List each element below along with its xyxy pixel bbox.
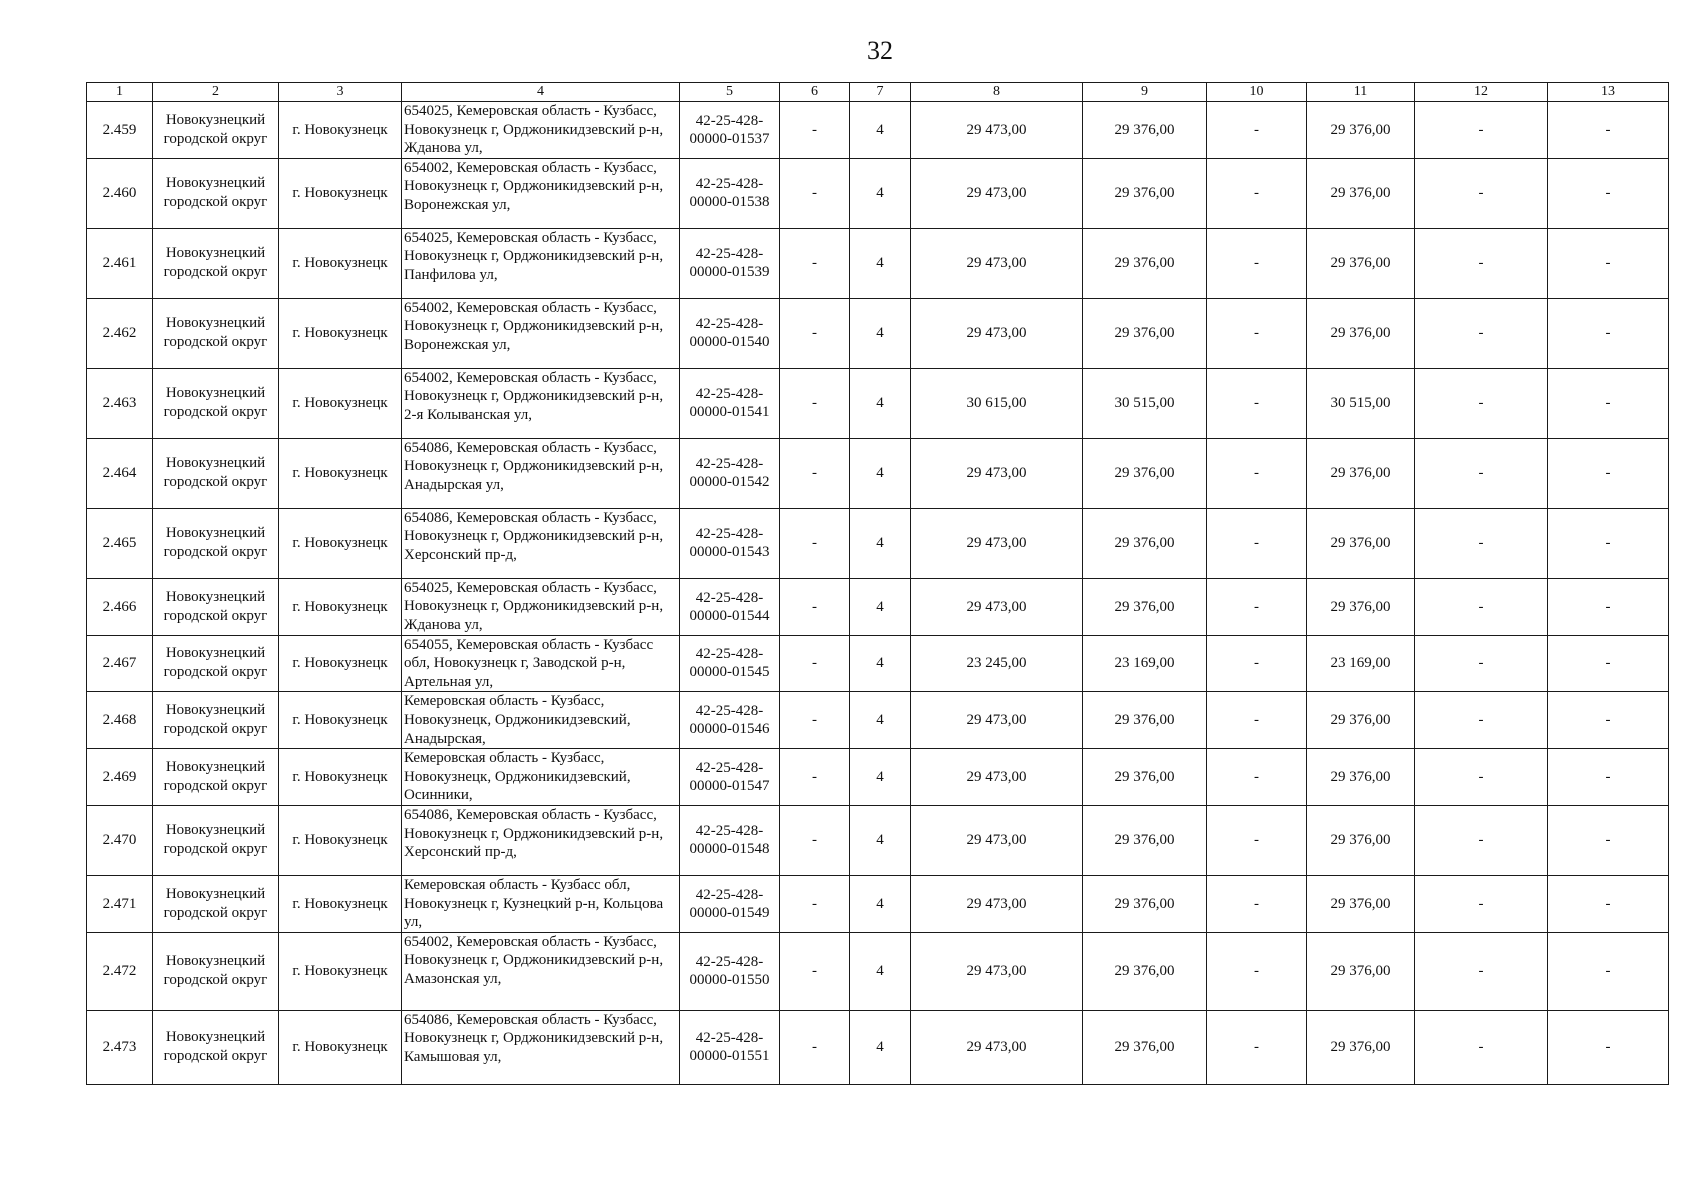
settlement-cell: г. Новокузнецк: [279, 805, 402, 875]
column-6-cell: -: [780, 875, 850, 932]
column-8-amount-cell: 29 473,00: [911, 438, 1083, 508]
column-7-cell: 4: [850, 932, 911, 1010]
column-12-cell: -: [1415, 368, 1548, 438]
object-code-cell: 42-25-428-00000-01550: [680, 932, 780, 1010]
column-number-row: [87, 83, 1669, 102]
column-7-cell: 4: [850, 749, 911, 806]
address-cell: 654002, Кемеровская область - Кузбасс, Новокузнецк г, Орджоникидзевский р-н, Воронежская ул,: [402, 298, 680, 368]
address-cell: 654086, Кемеровская область - Кузбасс, Новокузнецк г, Орджоникидзевский р-н, Камышовая ул,: [402, 1010, 680, 1084]
column-12-cell: -: [1415, 805, 1548, 875]
column-13-cell: -: [1548, 368, 1669, 438]
column-6-cell: -: [780, 749, 850, 806]
object-code-cell: 42-25-428-00000-01540: [680, 298, 780, 368]
row-number-cell: 2.464: [87, 438, 153, 508]
column-12-cell: -: [1415, 932, 1548, 1010]
object-code-cell: 42-25-428-00000-01545: [680, 635, 780, 692]
row-number-cell: 2.470: [87, 805, 153, 875]
column-8-amount-cell: 29 473,00: [911, 749, 1083, 806]
column-12-cell: -: [1415, 578, 1548, 635]
column-7-cell: 4: [850, 508, 911, 578]
municipality-cell: Новокузнецкий городской округ: [153, 298, 279, 368]
row-number-cell: 2.473: [87, 1010, 153, 1084]
column-11-amount-cell: 29 376,00: [1307, 298, 1415, 368]
column-6-cell: -: [780, 1010, 850, 1084]
column-12-cell: -: [1415, 635, 1548, 692]
settlement-cell: г. Новокузнецк: [279, 692, 402, 749]
column-9-amount-cell: 29 376,00: [1083, 158, 1207, 228]
row-number-cell: 2.462: [87, 298, 153, 368]
row-number-cell: 2.461: [87, 228, 153, 298]
column-10-cell: -: [1207, 1010, 1307, 1084]
column-header: 13: [1548, 83, 1669, 102]
settlement-cell: г. Новокузнецк: [279, 749, 402, 806]
column-header: 4: [402, 83, 680, 102]
municipality-cell: Новокузнецкий городской округ: [153, 749, 279, 806]
column-header: 7: [850, 83, 911, 102]
column-10-cell: -: [1207, 932, 1307, 1010]
column-6-cell: -: [780, 102, 850, 159]
column-6-cell: -: [780, 298, 850, 368]
object-code-cell: 42-25-428-00000-01546: [680, 692, 780, 749]
address-cell: 654055, Кемеровская область - Кузбасс обл, Новокузнецк г, Заводской р-н, Артельная ул,: [402, 635, 680, 692]
column-header: 2: [153, 83, 279, 102]
column-10-cell: -: [1207, 692, 1307, 749]
column-8-amount-cell: 29 473,00: [911, 1010, 1083, 1084]
column-11-amount-cell: 29 376,00: [1307, 749, 1415, 806]
column-13-cell: -: [1548, 158, 1669, 228]
municipality-cell: Новокузнецкий городской округ: [153, 875, 279, 932]
column-11-amount-cell: 29 376,00: [1307, 875, 1415, 932]
registry-body: [87, 102, 1669, 1085]
column-8-amount-cell: 29 473,00: [911, 932, 1083, 1010]
table-row: [87, 298, 1669, 368]
page-number: 32: [867, 36, 893, 65]
column-6-cell: -: [780, 228, 850, 298]
column-10-cell: -: [1207, 508, 1307, 578]
table-row: [87, 692, 1669, 749]
row-number-cell: 2.472: [87, 932, 153, 1010]
column-9-amount-cell: 29 376,00: [1083, 692, 1207, 749]
column-11-amount-cell: 29 376,00: [1307, 932, 1415, 1010]
municipality-cell: Новокузнецкий городской округ: [153, 438, 279, 508]
address-cell: 654002, Кемеровская область - Кузбасс, Новокузнецк г, Орджоникидзевский р-н, 2-я Колыванская ул,: [402, 368, 680, 438]
column-6-cell: -: [780, 158, 850, 228]
column-10-cell: -: [1207, 228, 1307, 298]
column-11-amount-cell: 29 376,00: [1307, 158, 1415, 228]
column-11-amount-cell: 29 376,00: [1307, 1010, 1415, 1084]
municipality-cell: Новокузнецкий городской округ: [153, 932, 279, 1010]
column-13-cell: -: [1548, 298, 1669, 368]
column-6-cell: -: [780, 578, 850, 635]
column-9-amount-cell: 29 376,00: [1083, 508, 1207, 578]
column-11-amount-cell: 29 376,00: [1307, 508, 1415, 578]
column-10-cell: -: [1207, 749, 1307, 806]
row-number-cell: 2.465: [87, 508, 153, 578]
column-6-cell: -: [780, 438, 850, 508]
column-13-cell: -: [1548, 508, 1669, 578]
column-7-cell: 4: [850, 578, 911, 635]
municipality-cell: Новокузнецкий городской округ: [153, 692, 279, 749]
column-7-cell: 4: [850, 368, 911, 438]
column-10-cell: -: [1207, 578, 1307, 635]
table-row: [87, 932, 1669, 1010]
column-11-amount-cell: 29 376,00: [1307, 692, 1415, 749]
column-7-cell: 4: [850, 228, 911, 298]
settlement-cell: г. Новокузнецк: [279, 368, 402, 438]
column-12-cell: -: [1415, 298, 1548, 368]
municipality-cell: Новокузнецкий городской округ: [153, 368, 279, 438]
column-header: 11: [1307, 83, 1415, 102]
object-code-cell: 42-25-428-00000-01549: [680, 875, 780, 932]
column-13-cell: -: [1548, 102, 1669, 159]
column-13-cell: -: [1548, 932, 1669, 1010]
column-12-cell: -: [1415, 875, 1548, 932]
column-10-cell: -: [1207, 158, 1307, 228]
settlement-cell: г. Новокузнецк: [279, 228, 402, 298]
column-9-amount-cell: 29 376,00: [1083, 1010, 1207, 1084]
column-6-cell: -: [780, 692, 850, 749]
settlement-cell: г. Новокузнецк: [279, 1010, 402, 1084]
row-number-cell: 2.468: [87, 692, 153, 749]
object-code-cell: 42-25-428-00000-01542: [680, 438, 780, 508]
registry-table: [86, 82, 1669, 1085]
row-number-cell: 2.467: [87, 635, 153, 692]
municipality-cell: Новокузнецкий городской округ: [153, 578, 279, 635]
address-cell: 654086, Кемеровская область - Кузбасс, Новокузнецк г, Орджоникидзевский р-н, Херсонский пр-д,: [402, 508, 680, 578]
column-9-amount-cell: 29 376,00: [1083, 875, 1207, 932]
column-13-cell: -: [1548, 805, 1669, 875]
column-10-cell: -: [1207, 368, 1307, 438]
column-6-cell: -: [780, 932, 850, 1010]
column-8-amount-cell: 29 473,00: [911, 102, 1083, 159]
column-9-amount-cell: 29 376,00: [1083, 578, 1207, 635]
column-7-cell: 4: [850, 635, 911, 692]
column-header: 9: [1083, 83, 1207, 102]
table-row: [87, 102, 1669, 159]
row-number-cell: 2.460: [87, 158, 153, 228]
object-code-cell: 42-25-428-00000-01551: [680, 1010, 780, 1084]
object-code-cell: 42-25-428-00000-01548: [680, 805, 780, 875]
column-11-amount-cell: 23 169,00: [1307, 635, 1415, 692]
table-row: [87, 508, 1669, 578]
object-code-cell: 42-25-428-00000-01538: [680, 158, 780, 228]
column-8-amount-cell: 23 245,00: [911, 635, 1083, 692]
column-13-cell: -: [1548, 578, 1669, 635]
address-cell: Кемеровская область - Кузбасс, Новокузнецк, Орджоникидзевский, Осинники,: [402, 749, 680, 806]
row-number-cell: 2.463: [87, 368, 153, 438]
column-8-amount-cell: 30 615,00: [911, 368, 1083, 438]
column-13-cell: -: [1548, 635, 1669, 692]
column-8-amount-cell: 29 473,00: [911, 508, 1083, 578]
column-13-cell: -: [1548, 875, 1669, 932]
column-11-amount-cell: 29 376,00: [1307, 228, 1415, 298]
column-8-amount-cell: 29 473,00: [911, 228, 1083, 298]
table-row: [87, 368, 1669, 438]
column-9-amount-cell: 23 169,00: [1083, 635, 1207, 692]
column-8-amount-cell: 29 473,00: [911, 158, 1083, 228]
column-8-amount-cell: 29 473,00: [911, 875, 1083, 932]
municipality-cell: Новокузнецкий городской округ: [153, 158, 279, 228]
object-code-cell: 42-25-428-00000-01547: [680, 749, 780, 806]
table-row: [87, 438, 1669, 508]
column-header: 8: [911, 83, 1083, 102]
column-6-cell: -: [780, 805, 850, 875]
column-12-cell: -: [1415, 158, 1548, 228]
column-13-cell: -: [1548, 438, 1669, 508]
column-header: 12: [1415, 83, 1548, 102]
column-header: 1: [87, 83, 153, 102]
table-row: [87, 228, 1669, 298]
object-code-cell: 42-25-428-00000-01537: [680, 102, 780, 159]
address-cell: 654086, Кемеровская область - Кузбасс, Новокузнецк г, Орджоникидзевский р-н, Херсонский пр-д,: [402, 805, 680, 875]
column-9-amount-cell: 29 376,00: [1083, 749, 1207, 806]
column-12-cell: -: [1415, 508, 1548, 578]
object-code-cell: 42-25-428-00000-01539: [680, 228, 780, 298]
column-11-amount-cell: 30 515,00: [1307, 368, 1415, 438]
column-13-cell: -: [1548, 228, 1669, 298]
object-code-cell: 42-25-428-00000-01543: [680, 508, 780, 578]
column-7-cell: 4: [850, 438, 911, 508]
column-9-amount-cell: 29 376,00: [1083, 932, 1207, 1010]
table-row: [87, 805, 1669, 875]
column-10-cell: -: [1207, 635, 1307, 692]
municipality-cell: Новокузнецкий городской округ: [153, 508, 279, 578]
column-9-amount-cell: 29 376,00: [1083, 228, 1207, 298]
municipality-cell: Новокузнецкий городской округ: [153, 1010, 279, 1084]
column-12-cell: -: [1415, 102, 1548, 159]
column-10-cell: -: [1207, 102, 1307, 159]
column-7-cell: 4: [850, 1010, 911, 1084]
address-cell: Кемеровская область - Кузбасс обл, Новокузнецк г, Кузнецкий р-н, Кольцова ул,: [402, 875, 680, 932]
object-code-cell: 42-25-428-00000-01544: [680, 578, 780, 635]
column-8-amount-cell: 29 473,00: [911, 298, 1083, 368]
column-9-amount-cell: 29 376,00: [1083, 805, 1207, 875]
column-7-cell: 4: [850, 692, 911, 749]
settlement-cell: г. Новокузнецк: [279, 578, 402, 635]
settlement-cell: г. Новокузнецк: [279, 102, 402, 159]
column-7-cell: 4: [850, 298, 911, 368]
address-cell: Кемеровская область - Кузбасс, Новокузнецк, Орджоникидзевский, Анадырская,: [402, 692, 680, 749]
column-11-amount-cell: 29 376,00: [1307, 438, 1415, 508]
settlement-cell: г. Новокузнецк: [279, 875, 402, 932]
column-7-cell: 4: [850, 102, 911, 159]
settlement-cell: г. Новокузнецк: [279, 508, 402, 578]
column-7-cell: 4: [850, 805, 911, 875]
municipality-cell: Новокузнецкий городской округ: [153, 805, 279, 875]
column-7-cell: 4: [850, 875, 911, 932]
column-6-cell: -: [780, 635, 850, 692]
address-cell: 654025, Кемеровская область - Кузбасс, Новокузнецк г, Орджоникидзевский р-н, Жданова ул,: [402, 578, 680, 635]
column-11-amount-cell: 29 376,00: [1307, 805, 1415, 875]
column-11-amount-cell: 29 376,00: [1307, 102, 1415, 159]
table-row: [87, 578, 1669, 635]
column-11-amount-cell: 29 376,00: [1307, 578, 1415, 635]
column-6-cell: -: [780, 508, 850, 578]
column-12-cell: -: [1415, 749, 1548, 806]
column-9-amount-cell: 29 376,00: [1083, 438, 1207, 508]
settlement-cell: г. Новокузнецк: [279, 635, 402, 692]
address-cell: 654025, Кемеровская область - Кузбасс, Новокузнецк г, Орджоникидзевский р-н, Панфилова ул,: [402, 228, 680, 298]
column-header: 3: [279, 83, 402, 102]
column-13-cell: -: [1548, 1010, 1669, 1084]
settlement-cell: г. Новокузнецк: [279, 298, 402, 368]
column-12-cell: -: [1415, 692, 1548, 749]
address-cell: 654025, Кемеровская область - Кузбасс, Новокузнецк г, Орджоникидзевский р-н, Жданова ул,: [402, 102, 680, 159]
column-12-cell: -: [1415, 228, 1548, 298]
column-8-amount-cell: 29 473,00: [911, 578, 1083, 635]
column-7-cell: 4: [850, 158, 911, 228]
column-10-cell: -: [1207, 875, 1307, 932]
column-8-amount-cell: 29 473,00: [911, 692, 1083, 749]
column-10-cell: -: [1207, 805, 1307, 875]
column-header: 5: [680, 83, 780, 102]
municipality-cell: Новокузнецкий городской округ: [153, 635, 279, 692]
column-12-cell: -: [1415, 438, 1548, 508]
table-row: [87, 1010, 1669, 1084]
row-number-cell: 2.459: [87, 102, 153, 159]
table-row: [87, 875, 1669, 932]
column-9-amount-cell: 29 376,00: [1083, 298, 1207, 368]
settlement-cell: г. Новокузнецк: [279, 932, 402, 1010]
column-13-cell: -: [1548, 692, 1669, 749]
settlement-cell: г. Новокузнецк: [279, 158, 402, 228]
column-10-cell: -: [1207, 298, 1307, 368]
address-cell: 654002, Кемеровская область - Кузбасс, Новокузнецк г, Орджоникидзевский р-н, Амазонская ул,: [402, 932, 680, 1010]
column-header: 6: [780, 83, 850, 102]
row-number-cell: 2.466: [87, 578, 153, 635]
column-6-cell: -: [780, 368, 850, 438]
address-cell: 654086, Кемеровская область - Кузбасс, Новокузнецк г, Орджоникидзевский р-н, Анадырская ул,: [402, 438, 680, 508]
municipality-cell: Новокузнецкий городской округ: [153, 228, 279, 298]
column-13-cell: -: [1548, 749, 1669, 806]
column-9-amount-cell: 30 515,00: [1083, 368, 1207, 438]
table-row: [87, 158, 1669, 228]
table-row: [87, 749, 1669, 806]
settlement-cell: г. Новокузнецк: [279, 438, 402, 508]
column-12-cell: -: [1415, 1010, 1548, 1084]
address-cell: 654002, Кемеровская область - Кузбасс, Новокузнецк г, Орджоникидзевский р-н, Воронежская ул,: [402, 158, 680, 228]
column-8-amount-cell: 29 473,00: [911, 805, 1083, 875]
row-number-cell: 2.469: [87, 749, 153, 806]
row-number-cell: 2.471: [87, 875, 153, 932]
table-row: [87, 635, 1669, 692]
column-header: 10: [1207, 83, 1307, 102]
municipality-cell: Новокузнецкий городской округ: [153, 102, 279, 159]
column-10-cell: -: [1207, 438, 1307, 508]
object-code-cell: 42-25-428-00000-01541: [680, 368, 780, 438]
column-9-amount-cell: 29 376,00: [1083, 102, 1207, 159]
